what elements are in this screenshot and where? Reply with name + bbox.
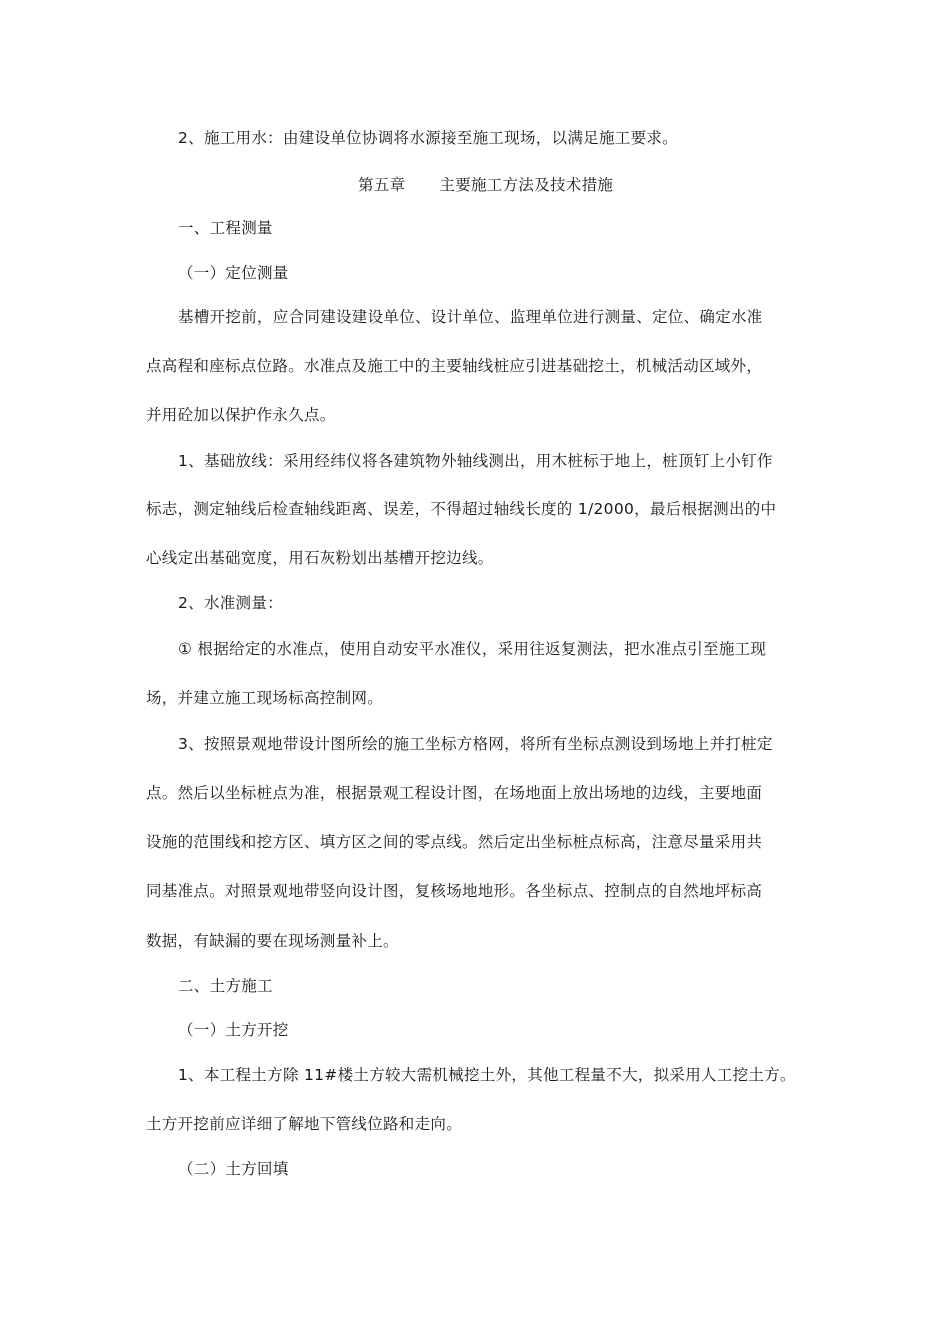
paragraph-line: 心线定出基础宽度，用石灰粉划出基槽开挖边线。 [146,549,494,567]
paragraph-line: ① 根据给定的水准点，使用自动安平水准仪，采用往返复测法，把水准点引至施工现 [178,640,767,658]
paragraph-leveling-heading: 2、水准测量： [178,594,283,612]
paragraph-line: 场，并建立施工现场标高控制网。 [146,689,384,707]
subsection-heading-excavation: （一）土方开挖 [178,1021,289,1039]
paragraph-line: 标志，测定轴线后检查轴线距离、误差，不得超过轴线长度的 1/2000，最后根据测出的中 [146,500,777,518]
subsection-heading-backfill: （二）土方回填 [178,1160,289,1178]
paragraph-line: 设施的范围线和挖方区、填方区之间的零点线。然后定出坐标桩点标高，注意尽量采用共 [146,833,763,851]
paragraph-line: 点高程和座标点位路。水准点及施工中的主要轴线桩应引进基础挖土，机械活动区域外， [146,357,763,375]
paragraph-line: 1、本工程土方除 11#楼土方较大需机械挖土外，其他工程量不大，拟采用人工挖土方。 [178,1066,796,1084]
paragraph-line: 土方开挖前应详细了解地下管线位路和走向。 [146,1115,463,1133]
subsection-heading-positioning: （一）定位测量 [178,264,289,282]
section-heading-earthwork: 二、土方施工 [178,977,273,995]
section-heading-survey: 一、工程测量 [178,219,273,237]
paragraph-line: 数据，有缺漏的要在现场测量补上。 [146,932,399,950]
paragraph-line: 并用砼加以保护作永久点。 [146,406,336,424]
paragraph-line: 3、按照景观地带设计图所绘的施工坐标方格网，将所有坐标点测设到场地上并打桩定 [178,735,773,753]
paragraph-water-supply: 2、施工用水：由建设单位协调将水源接至施工现场，以满足施工要求。 [178,129,678,147]
paragraph-line: 基槽开挖前，应合同建设建设单位、设计单位、监理单位进行测量、定位、确定水准 [178,308,763,326]
paragraph-line: 点。然后以坐标桩点为准，根据景观工程设计图，在场地面上放出场地的边线，主要地面 [146,784,763,802]
paragraph-line: 1、基础放线：采用经纬仪将各建筑物外轴线测出，用木桩标于地上，桩顶钉上小钉作 [178,452,773,470]
chapter-title: 主要施工方法及技术措施 [439,176,614,194]
chapter-heading [358,174,613,196]
paragraph-line: 同基准点。对照景观地带竖向设计图，复核场地地形。各坐标点、控制点的自然地坪标高 [146,882,763,900]
chapter-number: 第五章 [358,176,406,194]
